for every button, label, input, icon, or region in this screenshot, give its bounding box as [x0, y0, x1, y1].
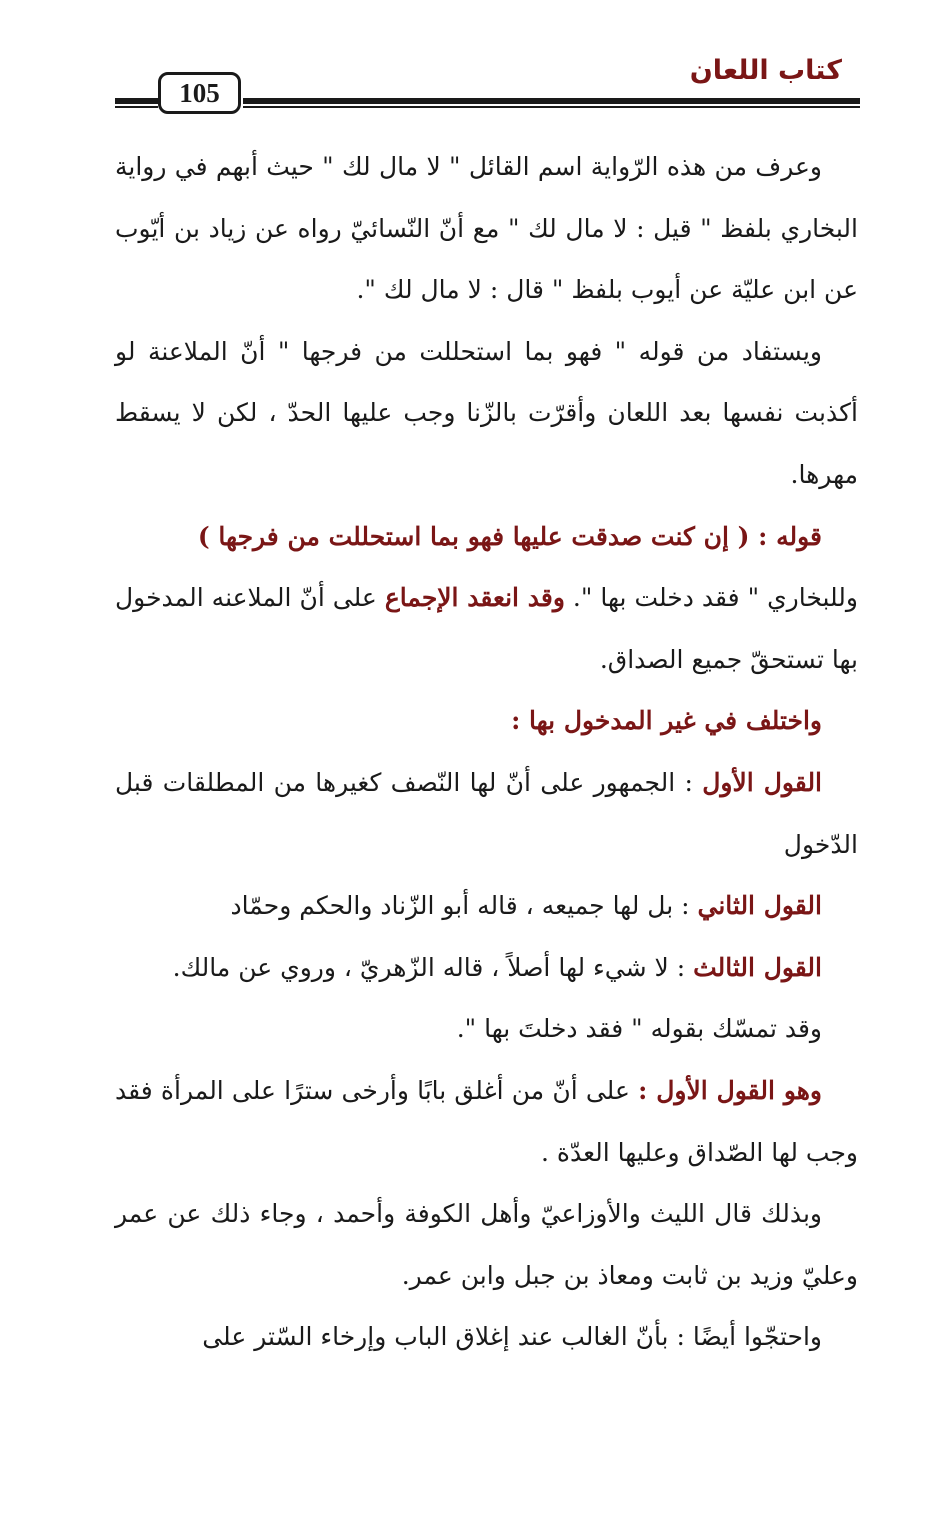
opinion-2-label: القول الثاني [697, 891, 822, 921]
paragraph-first-opinion [115, 1060, 858, 1183]
first-opinion-label: وهو القول الأول : [638, 1075, 822, 1105]
paragraph-2: ويستفاد من قوله " فهو بما استحللت من فرجها " أنّ الملاعنة لو أكذبت نفسها بعد اللعان وأقرّت بالزّنا وجب عليها الحدّ ، لكن لا يسقط مهرها. [115, 336, 858, 489]
consensus-rest: على أنّ الملاعنه المدخول بها تستحقّ جميع الصداق. [115, 583, 858, 674]
paragraph-consensus [115, 567, 858, 690]
section-heading-disagreement: واختلف في غير المدخول بها : [511, 706, 822, 736]
header-rule-left-thin [115, 106, 158, 108]
header-rule-thin [243, 106, 860, 108]
first-opinion-text: على أنّ من أغلق بابًا وأرخى سترًا على المرأة فقد وجب لها الصّداق وعليها العدّة . [115, 1075, 858, 1167]
paragraph-argument: واحتجّوا أيضًا : بأنّ الغالب عند إغلاق الباب وإرخاء السّتر على [202, 1322, 822, 1352]
opinion-3-label: القول الثالث [693, 952, 822, 982]
book-title: كتاب اللعان [689, 55, 842, 86]
opinion-3 [115, 937, 858, 999]
opinion-3-continued: وقد تمسّك بقوله " فقد دخلتَ بها ". [456, 1014, 822, 1044]
opinion-2 [115, 875, 858, 937]
page-header [0, 0, 945, 130]
opinion-1-label: القول الأول [702, 767, 823, 797]
opinion-2-text: : بل لها جميعه ، قاله أبو الزّناد والحكم وحمّاد [230, 891, 690, 921]
header-rule-thick [243, 98, 860, 104]
section-heading-quote: قوله : ( إن كنت صدقت عليها فهو بما استحللت من فرجها ) [197, 521, 822, 551]
opinion-1-text: : الجمهور على أنّ لها النّصف كغيرها من المطلقات قبل الدّخول [115, 767, 858, 859]
paragraph-1: وعرف من هذه الرّواية اسم القائل " لا مال لك " حيث أبهم في رواية البخاري بلفظ " قيل : لا مال لك " مع أنّ النّسائيّ رواه عن زياد بن أيّوب عن ابن عليّة عن أيوب بلفظ " قال : لا مال لك ". [115, 152, 858, 305]
header-rule-left-thick [115, 98, 158, 104]
page-body [115, 136, 858, 1368]
opinion-1 [115, 752, 858, 875]
page-number: 105 [158, 72, 241, 114]
paragraph-supporters: وبذلك قال الليث والأوزاعيّ وأهل الكوفة وأحمد ، وجاء ذلك عن عمر وعليّ وزيد بن ثابت ومعاذ بن جبل وابن عمر. [115, 1199, 858, 1290]
consensus-intro: وللبخاري " فقد دخلت بها ". [572, 583, 859, 613]
consensus-highlight: وقد انعقد الإجماع [384, 583, 565, 613]
opinion-3-text: : لا شيء لها أصلاً ، قاله الزّهريّ ، وروي عن مالك. [172, 952, 686, 982]
